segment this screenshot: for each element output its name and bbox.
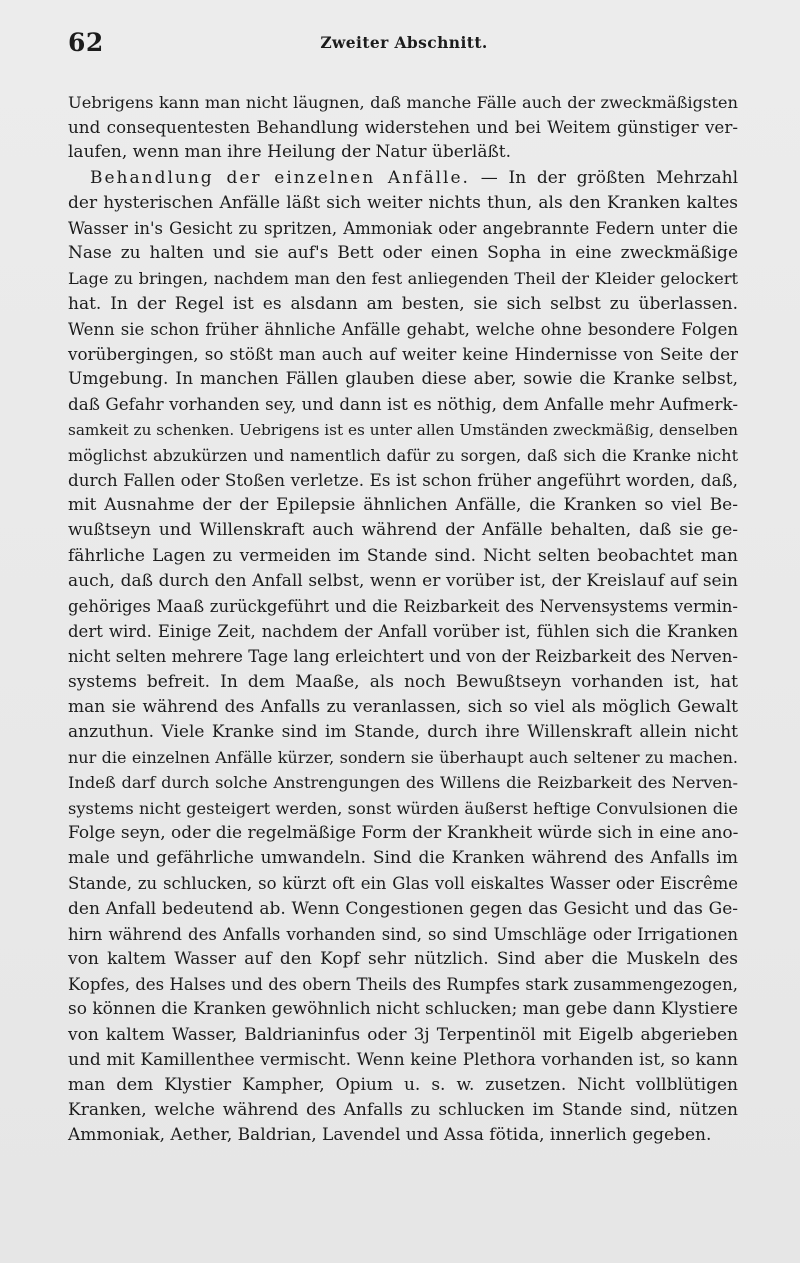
text-line: Indeß darf durch solche Anstrengungen des Willens die Reizbarkeit des Nerven- bbox=[68, 773, 738, 793]
text-line: Folge seyn, oder die regelmäßige Form der Krankheit würde sich in eine ano- bbox=[68, 822, 739, 843]
text-line: anzuthun. Viele Kranke sind im Stande, durch ihre Willenskraft allein nicht bbox=[68, 722, 738, 743]
text-line: Wenn sie schon früher ähnliche Anfälle gehabt, welche ohne besondere Folgen bbox=[68, 319, 738, 339]
text-line: auch, daß durch den Anfall selbst, wenn er vorüber ist, der Kreislauf auf sein bbox=[68, 570, 738, 591]
text-line: hirn während des Anfalls vorhanden sind, so sind Umschläge oder Irrigationen bbox=[68, 924, 738, 944]
text-line: nicht selten mehrere Tage lang erleichtert und von der Reizbarkeit des Nerven- bbox=[68, 647, 738, 667]
body-text bbox=[68, 90, 738, 1149]
text-line: male und gefährliche umwandeln. Sind die Kranken während des Anfalls im bbox=[68, 848, 738, 869]
text-line: von kaltem Wasser, Baldrianinfus oder 3j Terpentinöl mit Eigelb abgerieben bbox=[68, 1024, 738, 1045]
text-line: man dem Klystier Kampher, Opium u. s. w. zusetzen. Nicht vollblütigen bbox=[68, 1074, 738, 1095]
text-line: Ammoniak, Aether, Baldrian, Lavendel und Assa fötida, innerlich gegeben. bbox=[68, 1125, 712, 1146]
text-line: laufen, wenn man ihre Heilung der Natur überläßt. bbox=[68, 142, 512, 163]
text-line: dert wird. Einige Zeit, nachdem der Anfall vorüber ist, fühlen sich die Kranken bbox=[68, 622, 738, 642]
text-line: mit Ausnahme der der Epilepsie ähnlichen Anfälle, die Kranken so viel Be- bbox=[68, 495, 738, 516]
text-line: systems befreit. In dem Maaße, als noch Bewußtseyn vorhanden ist, hat bbox=[68, 671, 738, 692]
paragraph-2 bbox=[68, 166, 738, 1149]
page-header bbox=[68, 28, 740, 58]
text-line: fährliche Lagen zu vermeiden im Stande sind. Nicht selten beobachtet man bbox=[68, 545, 738, 566]
text-fragment: — In der größten Mehrzahl bbox=[480, 167, 739, 188]
text-line: Uebrigens kann man nicht läugnen, daß manche Fälle auch der zweckmäßigsten bbox=[68, 93, 738, 112]
text-line: vorübergingen, so stößt man auch auf weiter keine Hindernisse von Seite der bbox=[68, 344, 738, 365]
text-line: möglichst abzukürzen und namentlich dafür zu sorgen, daß sich die Kranke nicht bbox=[68, 445, 738, 465]
text-line: samkeit zu schenken. Uebrigens ist es unter allen Umständen zweckmäßig, denselben bbox=[68, 420, 738, 439]
text-line: von kaltem Wasser auf den Kopf sehr nützlich. Sind aber die Muskeln des bbox=[68, 948, 738, 969]
text-line: Wasser in's Gesicht zu spritzen, Ammoniak oder angebrannte Federn unter die bbox=[68, 219, 738, 239]
text-line: der hysterischen Anfälle läßt sich weiter nichts thun, als den Kranken kaltes bbox=[68, 192, 738, 213]
text-line: man sie während des Anfalls zu veranlassen, sich so viel als möglich Gewalt bbox=[68, 696, 738, 717]
text-line: Lage zu bringen, nachdem man den fest anliegenden Theil der Kleider gelockert bbox=[68, 269, 738, 289]
text-line: wußtseyn und Willenskraft auch während der Anfälle behalten, daß sie ge- bbox=[68, 520, 738, 541]
paragraph-2-lines bbox=[68, 191, 738, 1149]
text-line: und mit Kamillenthee vermischt. Wenn keine Plethora vorhanden ist, so kann bbox=[68, 1049, 738, 1070]
text-line: Kranken, welche während des Anfalls zu schlucken im Stande sind, nützen bbox=[68, 1100, 738, 1121]
text-line: Stande, zu schlucken, so kürzt oft ein Glas voll eiskaltes Wasser oder Eiscrême bbox=[68, 874, 738, 894]
text-line: nur die einzelnen Anfälle kürzer, sondern sie überhaupt auch seltener zu machen. bbox=[68, 748, 738, 768]
text-line: den Anfall bedeutend ab. Wenn Congestionen gegen das Gesicht und das Ge- bbox=[68, 898, 738, 919]
running-head: Zweiter Abschnitt. bbox=[320, 33, 488, 52]
text-line: so können die Kranken gewöhnlich nicht schlucken; man gebe dann Klystiere bbox=[68, 999, 738, 1020]
text-line: und consequentesten Behandlung widerstehen und bei Weitem günstiger ver- bbox=[68, 117, 738, 138]
text-line: Nase zu halten und sie auf's Bett oder einen Sopha in eine zweckmäßige bbox=[68, 243, 738, 264]
text-line bbox=[68, 166, 738, 191]
text-line: gehöriges Maaß zurückgeführt und die Reizbarkeit des Nervensystems vermin- bbox=[68, 597, 738, 617]
text-line: daß Gefahr vorhanden sey, und dann ist es nöthig, dem Anfalle mehr Aufmerk- bbox=[68, 394, 738, 415]
text-line: systems nicht gesteigert werden, sonst würden äußerst heftige Convulsionen die bbox=[68, 798, 738, 818]
text-line: Umgebung. In manchen Fällen glauben diese aber, sowie die Kranke selbst, bbox=[68, 369, 738, 390]
text-line: hat. In der Regel ist es alsdann am besten, sie sich selbst zu überlassen. bbox=[68, 293, 738, 314]
text-line: durch Fallen oder Stoßen verletze. Es ist schon früher angeführt worden, daß, bbox=[68, 470, 738, 491]
text-line: Kopfes, des Halses und des obern Theils des Rumpfes stark zusammengezogen, bbox=[68, 975, 738, 995]
paragraph-1 bbox=[68, 90, 738, 166]
page-number: 62 bbox=[68, 28, 104, 57]
section-heading: Behandlung der einzelnen Anfälle. bbox=[90, 167, 470, 188]
